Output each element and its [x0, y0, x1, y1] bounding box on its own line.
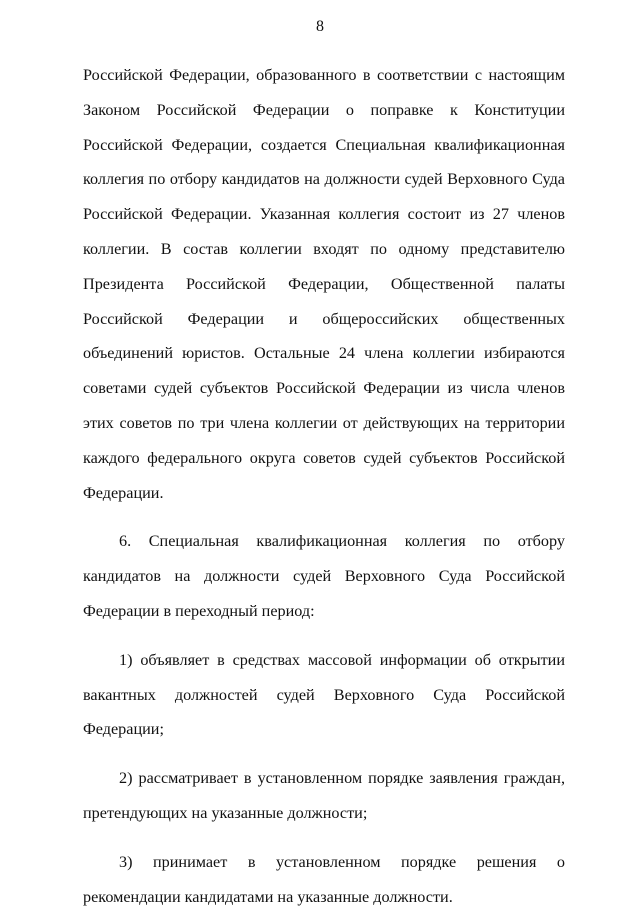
paragraph-item-6: 6. Специальная квалификационная коллегия по отбору кандидатов на должности судей Верховного Суда Российской Федерации в переходный период: — [83, 532, 565, 620]
subitem-3: 3) принимает в установленном порядке решения о рекомендации кандидатами на указанные должности. — [83, 852, 565, 906]
subitem-2: 2) рассматривает в установленном порядке заявления граждан, претендующих на указанные должности; — [83, 769, 565, 822]
subitem-1: 1) объявляет в средствах массовой информации об открытии вакантных должностей судей Верховного Суда Российской Федерации; — [83, 650, 565, 739]
page-number: 8 — [316, 18, 324, 35]
paragraph-continuation: Российской Федерации, образованного в соответствии с настоящим Законом Российской Федерации о поправке к Конституции Российской Федерации, создается Специальная квалификационная коллегия по отбору кандидатов на должности судей Верховного Суда Российской Федерации. Указанная коллегия состоит из 27 членов коллегии. В состав коллегии входят по одному представителю Президента Российской Федерации, Общественной палаты Российской Федерации и общероссийских общественных объединений юристов. Остальные 24 члена коллегии избираются советами судей субъектов Российской Федерации из числа членов этих советов по три члена коллегии от действующих на территории каждого федерального округа советов судей субъектов Российской Федерации. — [83, 66, 565, 502]
document-body — [83, 58, 565, 914]
